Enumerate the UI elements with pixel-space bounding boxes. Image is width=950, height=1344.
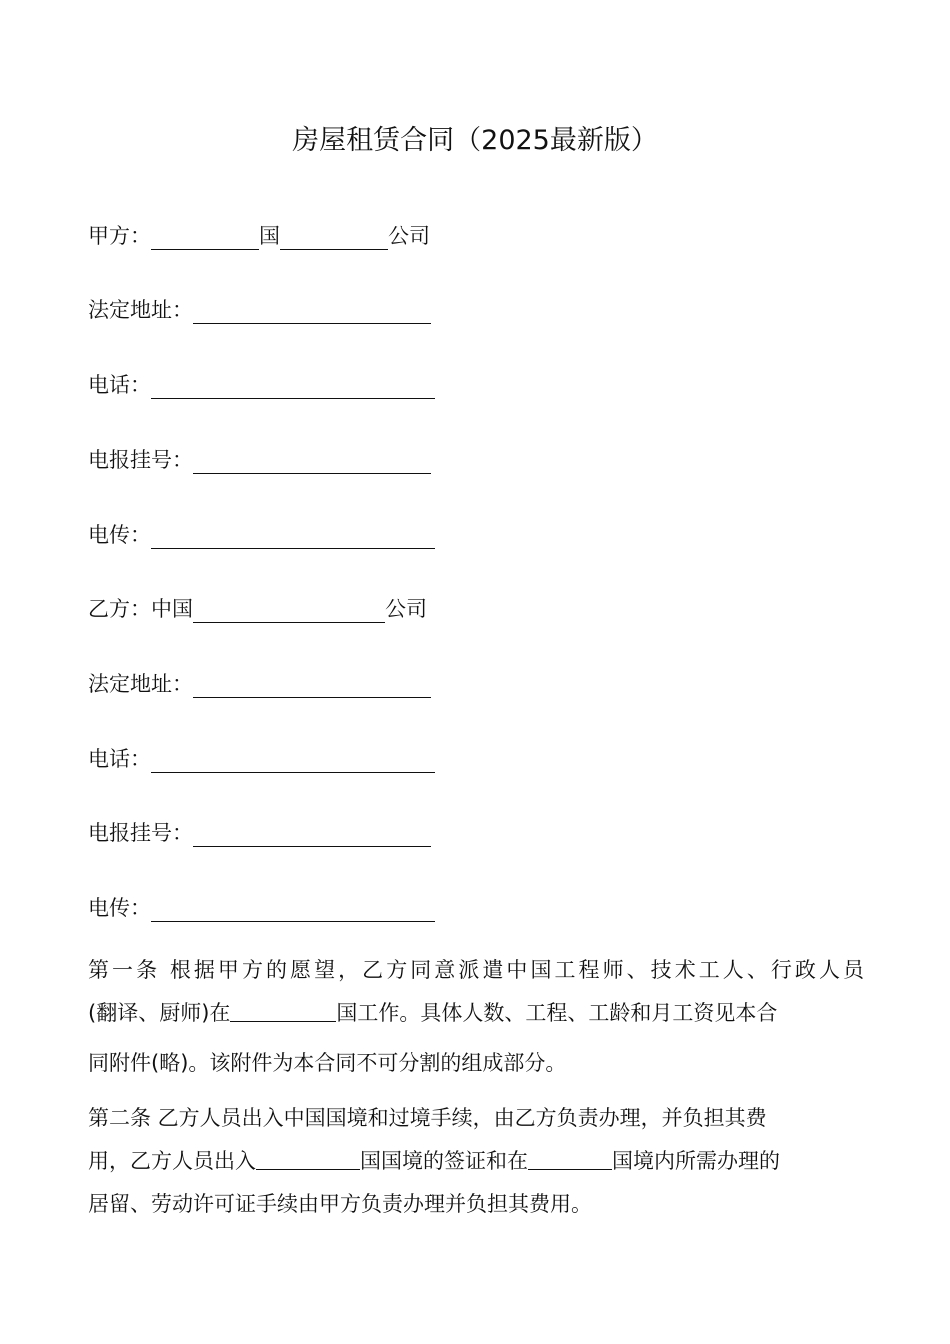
- party-a-telegraph-blank[interactable]: [193, 451, 431, 474]
- party-b-phone-label: 电话：: [88, 747, 151, 771]
- party-a-address-label: 法定地址：: [88, 298, 193, 322]
- party-a-fax-label: 电传：: [88, 523, 151, 547]
- party-a-fax-line: [88, 521, 435, 549]
- article-1-line-2-a: (翻译、厨师)在: [88, 1001, 231, 1025]
- article-2-country-blank-2[interactable]: [528, 1147, 612, 1170]
- party-b-fax-line: [88, 894, 435, 922]
- article-1-line-3: 同附件(略)。该附件为本合同不可分割的组成部分。: [88, 1051, 567, 1075]
- party-b-address-line: [88, 670, 431, 698]
- party-a-company-suffix: 公司: [388, 224, 430, 248]
- party-a-country-blank[interactable]: [151, 227, 259, 250]
- party-a-telegraph-label: 电报挂号：: [88, 448, 193, 472]
- article-1: [88, 949, 864, 1085]
- party-a-phone-label: 电话：: [88, 373, 151, 397]
- party-a-telegraph-line: [88, 446, 431, 474]
- article-1-line-2-b: 国工作。具体人数、工程、工龄和月工资见本合: [336, 1001, 778, 1025]
- article-2: [88, 1097, 864, 1226]
- party-b-address-label: 法定地址：: [88, 672, 193, 696]
- party-b-company-suffix: 公司: [385, 597, 427, 621]
- article-2-country-blank-1[interactable]: [256, 1147, 360, 1170]
- article-2-line-2: [88, 1140, 864, 1183]
- party-a-country-suffix: 国: [259, 224, 280, 248]
- party-a-address-blank[interactable]: [193, 301, 431, 324]
- party-b-line: [88, 595, 427, 623]
- party-b-fax-blank[interactable]: [151, 899, 435, 922]
- party-a-phone-blank[interactable]: [151, 376, 435, 399]
- article-1-country-blank[interactable]: [230, 999, 336, 1022]
- article-2-line-2-c: 国境内所需办理的: [612, 1149, 780, 1173]
- article-1-line-1: 第一条 根据甲方的愿望，乙方同意派遣中国工程师、技术工人、行政人员: [88, 958, 864, 982]
- party-b-fax-label: 电传：: [88, 896, 151, 920]
- article-2-line-2-a: 用，乙方人员出入: [88, 1149, 256, 1173]
- page-title: 房屋租赁合同（2025最新版）: [292, 125, 658, 156]
- party-b-label: 乙方：中国: [88, 597, 193, 621]
- party-a-address-line: [88, 296, 431, 324]
- party-b-phone-line: [88, 745, 435, 773]
- party-a-company-blank[interactable]: [280, 227, 388, 250]
- article-2-line-1: 第二条 乙方人员出入中国国境和过境手续，由乙方负责办理，并负担其费: [88, 1106, 767, 1130]
- party-b-telegraph-blank[interactable]: [193, 824, 431, 847]
- party-a-label: 甲方：: [88, 224, 151, 248]
- party-a-phone-line: [88, 371, 435, 399]
- party-a-line: [88, 222, 430, 250]
- party-a-fax-blank[interactable]: [151, 526, 435, 549]
- party-b-telegraph-line: [88, 819, 431, 847]
- party-b-phone-blank[interactable]: [151, 750, 435, 773]
- article-2-line-2-b: 国国境的签证和在: [360, 1149, 528, 1173]
- article-1-line-2: [88, 992, 864, 1035]
- party-b-telegraph-label: 电报挂号：: [88, 821, 193, 845]
- party-b-address-blank[interactable]: [193, 675, 431, 698]
- article-2-line-3: 居留、劳动许可证手续由甲方负责办理并负担其费用。: [88, 1192, 592, 1216]
- party-b-company-blank[interactable]: [193, 600, 385, 623]
